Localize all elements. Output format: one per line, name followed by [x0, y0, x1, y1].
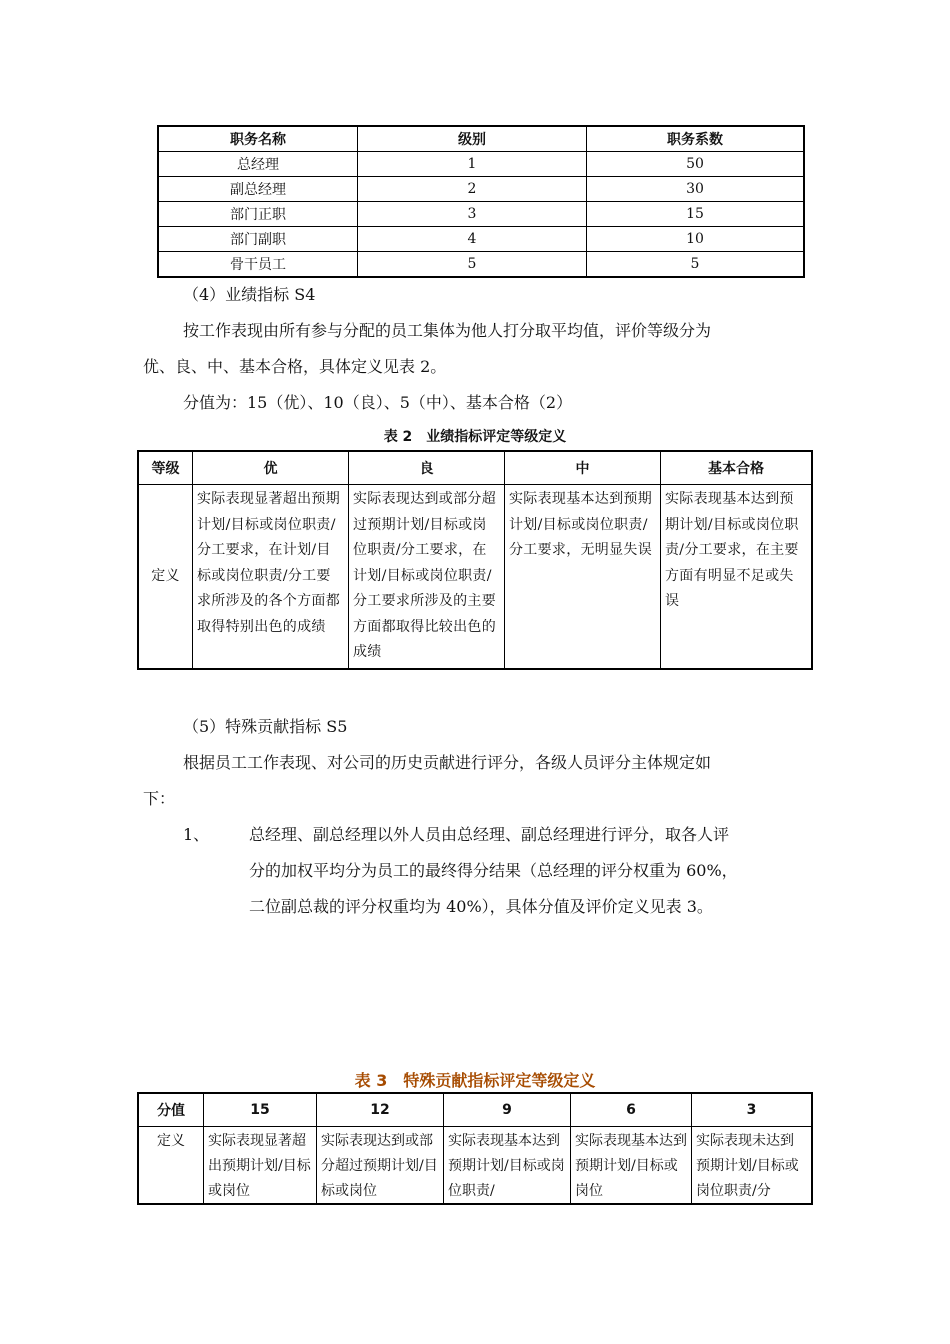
table-cell: 2 [358, 177, 587, 202]
table-row [158, 152, 804, 177]
table-cell: 10 [587, 227, 805, 252]
column-header: 职务系数 [587, 126, 805, 152]
table2-caption: 表 2 业绩指标评定等级定义 [383, 429, 567, 445]
special-contribution-grade-table [137, 1092, 813, 1205]
table-row [158, 252, 804, 278]
column-header: 分值 [138, 1093, 204, 1127]
table-cell: 部门副职 [158, 227, 358, 252]
table-cell [193, 485, 349, 669]
table-cell [204, 1127, 317, 1205]
table-cell [505, 485, 661, 669]
table-header-row [138, 1093, 812, 1127]
column-header: 3 [692, 1093, 813, 1127]
column-header: 级别 [358, 126, 587, 152]
section4-paragraph-line2: 优、良、中、基本合格，具体定义见表 2。 [143, 357, 447, 376]
column-header: 15 [204, 1093, 317, 1127]
table-cell: 骨干员工 [158, 252, 358, 278]
column-header: 职务名称 [158, 126, 358, 152]
table-row [158, 227, 804, 252]
table-cell [661, 485, 813, 669]
cell-text: 实际表现显著超出预期计划/目标或岗位职责/分工要求，在计划/目标或岗位职责/分工要求所涉及的各个方面都取得特别出色的成绩 [197, 491, 340, 635]
table-cell: 50 [587, 152, 805, 177]
table-cell: 5 [587, 252, 805, 278]
table-cell [349, 485, 505, 669]
table-row [158, 202, 804, 227]
table-cell [317, 1127, 444, 1205]
list-item-line3: 二位副总裁的评分权重均为 40%），具体分值及评价定义见表 3。 [249, 897, 713, 916]
column-header: 基本合格 [661, 451, 813, 485]
table-header-row [138, 451, 812, 485]
list-item-number: 1、 [183, 825, 210, 844]
cell-text: 实际表现基本达到预期计划/目标或岗位职责/分工要求，在主要方面有明显不足或失误 [665, 491, 799, 609]
section4-heading: （4）业绩指标 S4 [183, 285, 316, 304]
cell-text: 实际表现达到或部分超过预期计划/目标或岗位 [321, 1133, 438, 1199]
table-header-row [158, 126, 804, 152]
table-cell: 1 [358, 152, 587, 177]
table-cell: 总经理 [158, 152, 358, 177]
section5-paragraph-line1: 根据员工工作表现、对公司的历史贡献进行评分，各级人员评分主体规定如 [183, 753, 712, 772]
section5-heading: （5）特殊贡献指标 S5 [183, 717, 348, 736]
column-header: 优 [193, 451, 349, 485]
column-header: 等级 [138, 451, 193, 485]
table-cell: 30 [587, 177, 805, 202]
list-item-line2: 分的加权平均分为员工的最终得分结果（总经理的评分权重为 60%， [249, 861, 738, 880]
section4-paragraph-line1: 按工作表现由所有参与分配的员工集体为他人打分取平均值，评价等级分为 [183, 321, 712, 340]
table3-caption: 表 3 特殊贡献指标评定等级定义 [354, 1071, 596, 1090]
row-label: 定义 [138, 1127, 204, 1205]
table-cell: 15 [587, 202, 805, 227]
cell-text: 实际表现基本达到预期计划/目标或岗位 [575, 1133, 687, 1199]
section4-scores: 分值为：15（优）、10（良）、5（中）、基本合格（2） [183, 393, 573, 412]
column-header: 中 [505, 451, 661, 485]
table-row [138, 1127, 812, 1205]
table-cell: 副总经理 [158, 177, 358, 202]
table-cell: 部门正职 [158, 202, 358, 227]
cell-text: 实际表现基本达到预期计划/目标或岗位职责/ [448, 1133, 565, 1199]
table-cell: 5 [358, 252, 587, 278]
row-label: 定义 [138, 485, 193, 669]
cell-text: 实际表现未达到预期计划/目标或岗位职责/分 [696, 1133, 799, 1199]
table-cell: 4 [358, 227, 587, 252]
cell-text: 实际表现基本达到预期计划/目标或岗位职责/分工要求，无明显失误 [509, 491, 652, 558]
table-row [158, 177, 804, 202]
column-header: 良 [349, 451, 505, 485]
cell-text: 实际表现显著超出预期计划/目标或岗位 [208, 1133, 311, 1199]
table-cell: 3 [358, 202, 587, 227]
column-header: 9 [444, 1093, 571, 1127]
table-row [138, 485, 812, 669]
table-cell [692, 1127, 813, 1205]
cell-text: 实际表现达到或部分超过预期计划/目标或岗位职责/分工要求，在计划/目标或岗位职责/分工要求所涉及的主要方面都取得比较出色的成绩 [353, 491, 496, 660]
column-header: 6 [571, 1093, 692, 1127]
column-header: 12 [317, 1093, 444, 1127]
table-cell [571, 1127, 692, 1205]
list-item-line1: 总经理、副总经理以外人员由总经理、副总经理进行评分，取各人评 [249, 825, 730, 844]
performance-grade-table [137, 450, 813, 670]
position-coefficient-table [157, 125, 805, 278]
table-cell [444, 1127, 571, 1205]
section5-paragraph-line2: 下： [143, 789, 176, 808]
